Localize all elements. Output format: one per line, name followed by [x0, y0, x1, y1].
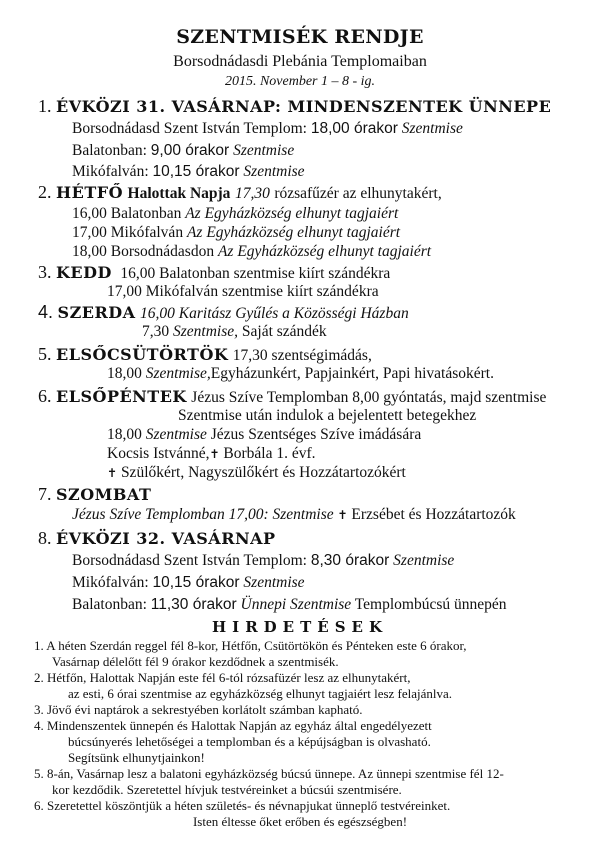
schedule-inline: 17,30 szentségimádás, [232, 347, 372, 364]
day-name: ÉVKÖZI 31. VASÁRNAP: MINDENSZENTEK ÜNNEPE [56, 97, 552, 116]
day-2-heading [38, 182, 442, 203]
date-range: 2015. November 1 – 8 - ig. [224, 74, 376, 89]
day-name: SZOMBAT [56, 485, 152, 504]
time: 18,00 [107, 365, 142, 382]
schedule-line [107, 464, 406, 482]
day-number: 4. [38, 302, 54, 322]
schedule-line [72, 243, 431, 261]
announcement-line: Segítsünk elhunytjainkon! [68, 750, 205, 765]
cross-icon: ✝ [337, 508, 348, 522]
place: Mikófalván: [72, 163, 149, 180]
intention-name: Borbála 1. évf. [223, 445, 316, 462]
closing-blessing: Isten éltesse őket erőben és egészségben! [192, 814, 408, 829]
announcement-line: kor kezdődik. Szeretettel hívjuk testvéreinket a búcsúi szentmisére. [52, 782, 402, 797]
intention: Szülőkért, Nagyszülőkért és Hozzátartozókért [120, 464, 406, 481]
schedule-line [107, 365, 494, 383]
day-number: 5. [38, 344, 52, 364]
announcement-line: 5. 8-án, Vasárnap lesz a balatoni egyházközség búcsú ünnepe. Az ünnepi szentmise fél 12- [34, 766, 504, 781]
schedule-line [107, 445, 316, 463]
schedule-line [72, 163, 305, 181]
schedule-line [72, 120, 463, 138]
intention: Erzsébet és Hozzátartozók [351, 506, 516, 523]
announcement-line: 2. Hétfőn, Halottak Napján este fél 6-tól rózsafüzér lesz az elhunytakért, [34, 670, 411, 685]
time-place: Jézus Szíve Templomban 17,00: Szentmise [72, 506, 334, 523]
day-number: 6. [38, 386, 52, 406]
schedule-line [72, 596, 507, 614]
mass-type: Szentmise [393, 552, 455, 569]
day-number: 3. [38, 262, 52, 282]
intention: Egyházunkért, Papjainkért, Papi hivatásokért. [210, 365, 494, 382]
day-number: 8. [38, 528, 52, 548]
day-1-heading [38, 96, 551, 117]
schedule-inline: 16,00 Karitász Gyűlés a Közösségi Házban [140, 305, 409, 322]
day-6-heading [38, 386, 546, 407]
schedule-line [72, 574, 305, 592]
intention: Az Egyházközség elhunyt tagjaiért [185, 205, 399, 222]
mass-type: Szentmise [243, 163, 305, 180]
day-7-heading [38, 484, 151, 505]
time: 9,00 órakor [150, 142, 230, 159]
place: Balatonban: [72, 142, 147, 159]
time: 18,00 órakor [310, 120, 398, 137]
schedule-line [72, 205, 398, 223]
intention: Az Egyházközség elhunyt tagjaiért [186, 224, 401, 241]
time-place: 16,00 Balatonban [72, 205, 182, 222]
mass-type: Szentmise [243, 574, 305, 591]
day-name: ELSŐPÉNTEK [56, 387, 187, 406]
announcement-line: 1. A héten Szerdán reggel fél 8-kor, Hétfőn, Csütörtökön és Pénteken este 6 órakor, [34, 638, 467, 653]
schedule-line [142, 323, 327, 341]
time: 18,00 [107, 426, 142, 443]
day-name: ELSŐCSÜTÖRTÖK [56, 345, 229, 364]
day-3-heading [38, 262, 390, 283]
schedule-line: Szentmise után indulok a bejelentett betegekhez [178, 407, 477, 424]
schedule-inline: Jézus Szíve Templomban 8,00 gyóntatás, majd szentmise [191, 389, 547, 406]
day-name: SZERDA [57, 303, 136, 322]
place: Balatonban: [72, 596, 147, 613]
intention: rózsafűzér az elhunytakért, [274, 185, 442, 202]
announcement-line: az esti, 6 órai szentmise az egyházközség elhunyt tagjaiért lesz felajánlva. [68, 686, 453, 701]
announcement-line: 3. Jövő évi naptárok a sekrestyében korlátolt számban kapható. [34, 702, 363, 717]
day-4-heading [38, 302, 409, 323]
intention: Jézus Szentséges Szíve imádására [210, 426, 422, 443]
announcement-line: 4. Mindenszentek ünnepén és Halottak Napján az egyház által engedélyezett [34, 718, 432, 733]
schedule-line [72, 552, 454, 570]
feast-name: Halottak Napja [127, 185, 231, 202]
page-title: SZENTMISÉK RENDJE [176, 26, 424, 48]
day-5-heading [38, 344, 372, 365]
schedule-line [72, 506, 516, 524]
schedule-line [72, 224, 400, 242]
day-number: 2. [38, 182, 52, 202]
mass-type: Szentmise, [173, 323, 239, 340]
schedule-line [107, 426, 421, 444]
announcement-line: búcsúnyerés lehetőségei a templomban és a képújságban is olvasható. [68, 734, 431, 749]
day-8-heading [38, 528, 276, 549]
time: 10,15 órakor [152, 574, 240, 591]
intention-name: Kocsis Istvánné, [107, 445, 210, 462]
day-number: 7. [38, 484, 52, 504]
intention: Az Egyházközség elhunyt tagjaiért [217, 243, 432, 260]
occasion: Templombúcsú ünnepén [354, 596, 507, 613]
day-name: KEDD [56, 263, 112, 282]
place: Borsodnádasd Szent István Templom: [72, 552, 307, 569]
schedule-line: 17,00 Mikófalván szentmise kiírt szándékra [107, 283, 379, 300]
announcements-title: HIRDETÉSEK [212, 618, 388, 636]
cross-icon: ✝ [107, 466, 118, 480]
time: 11,30 órakor [150, 596, 237, 613]
time: 10,15 órakor [152, 163, 240, 180]
intention: Saját szándék [241, 323, 327, 340]
announcement-line: 6. Szeretettel köszöntjük a héten születés- és névnapjukat ünneplő testvéreinket. [34, 798, 451, 813]
mass-type: Szentmise [233, 142, 295, 159]
time: 7,30 [142, 323, 170, 340]
day-name: ÉVKÖZI 32. VASÁRNAP [56, 529, 276, 548]
page-subtitle: Borsodnádasdi Plebánia Templomaiban [173, 53, 427, 70]
time-place: 17,00 Mikófalván [72, 224, 184, 241]
cross-icon: ✝ [209, 447, 220, 461]
day-number: 1. [38, 96, 52, 116]
place: Borsodnádasd Szent István Templom: [72, 120, 307, 137]
mass-type: Ünnepi Szentmise [240, 596, 352, 613]
mass-type: Szentmise [401, 120, 463, 137]
time: 8,30 órakor [310, 552, 390, 569]
time-place: 18,00 Borsodnádasdon [72, 243, 215, 260]
schedule-line [72, 142, 294, 160]
schedule-inline: 16,00 Balatonban szentmise kiírt szándékra [120, 265, 391, 282]
place: Mikófalván: [72, 574, 149, 591]
day-name: HÉTFŐ [56, 183, 124, 202]
mass-type: Szentmise [145, 426, 207, 443]
mass-type: Szentmise, [145, 365, 211, 382]
announcement-line: Vasárnap délelőtt fél 9 órakor kezdődnek a szentmisék. [52, 654, 339, 669]
time: 17,30 [234, 185, 270, 202]
